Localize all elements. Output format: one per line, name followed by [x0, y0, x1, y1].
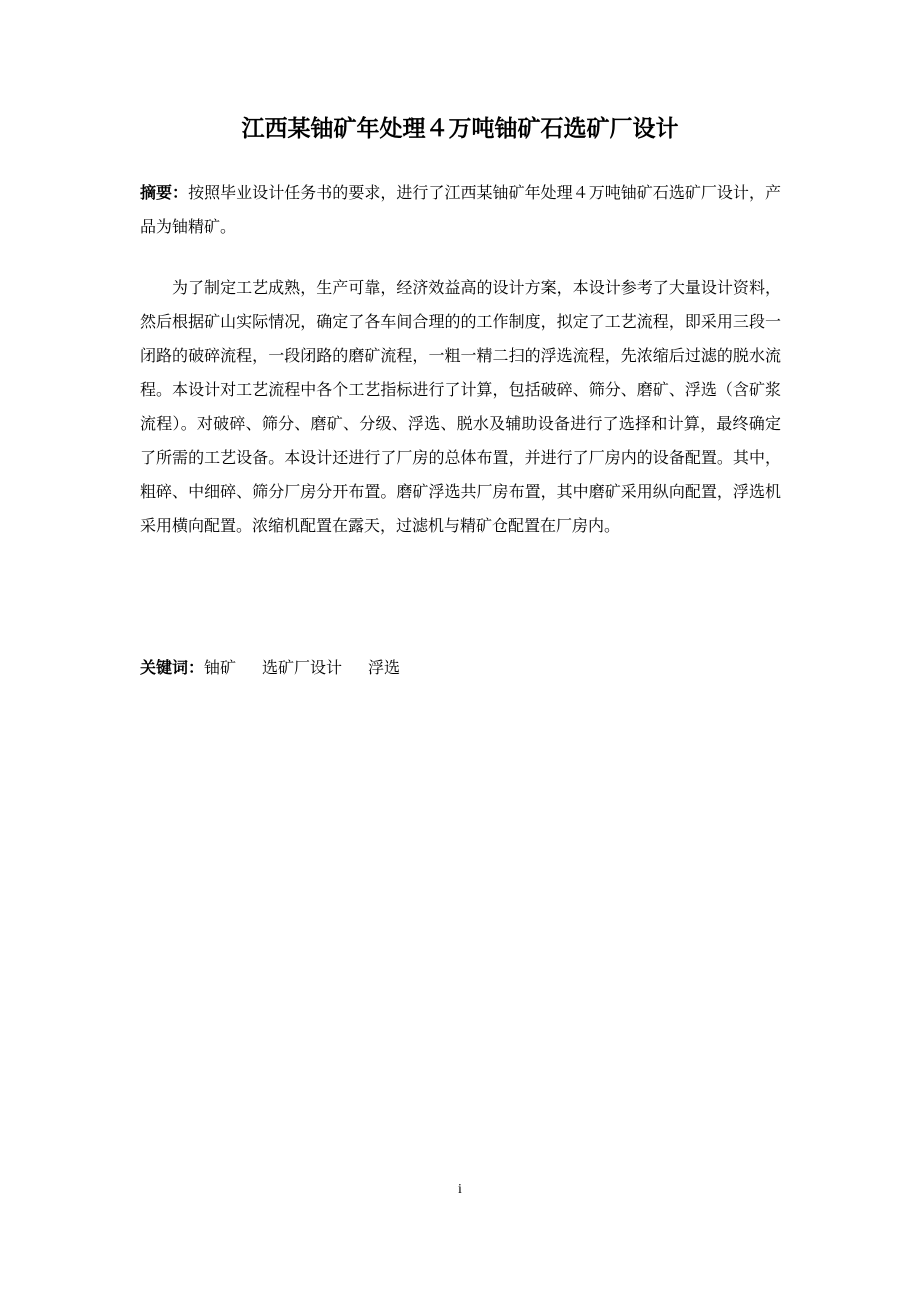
abstract-paragraph: [140, 176, 781, 244]
body-paragraph: 为了制定工艺成熟，生产可靠，经济效益高的设计方案，本设计参考了大量设计资料，然后根据矿山实际情况，确定了各车间合理的的工作制度，拟定了工艺流程，即采用三段一闭路的破碎流程，一段闭路的磨矿流程，一粗一精二扫的浮选流程，先浓缩后过滤的脱水流程。本设计对工艺流程中各个工艺指标进行了计算，包括破碎、筛分、磨矿、浮选（含矿浆流程）。对破碎、筛分、磨矿、分级、浮选、脱水及辅助设备进行了选择和计算，最终确定了所需的工艺设备。本设计还进行了厂房的总体布置，并进行了厂房内的设备配置。其中，粗碎、中细碎、筛分厂房分开布置。磨矿浮选共厂房布置，其中磨矿采用纵向配置，浮选机采用横向配置。浓缩机配置在露天，过滤机与精矿仓配置在厂房内。: [140, 278, 781, 535]
document-title: 江西某铀矿年处理４万吨铀矿石选矿厂设计: [241, 116, 679, 142]
abstract-label: 摘要：: [140, 183, 189, 202]
keywords-line: [140, 651, 781, 685]
abstract-text: 按照毕业设计任务书的要求，进行了江西某铀矿年处理４万吨铀矿石选矿厂设计，产品为铀精矿。: [140, 183, 781, 236]
page-number: i: [458, 1182, 462, 1197]
keywords-label: 关键词：: [140, 658, 205, 677]
keyword-item: 浮选: [368, 658, 401, 677]
keyword-item: 铀矿: [204, 658, 237, 677]
keyword-item: 选矿厂设计: [262, 658, 343, 677]
